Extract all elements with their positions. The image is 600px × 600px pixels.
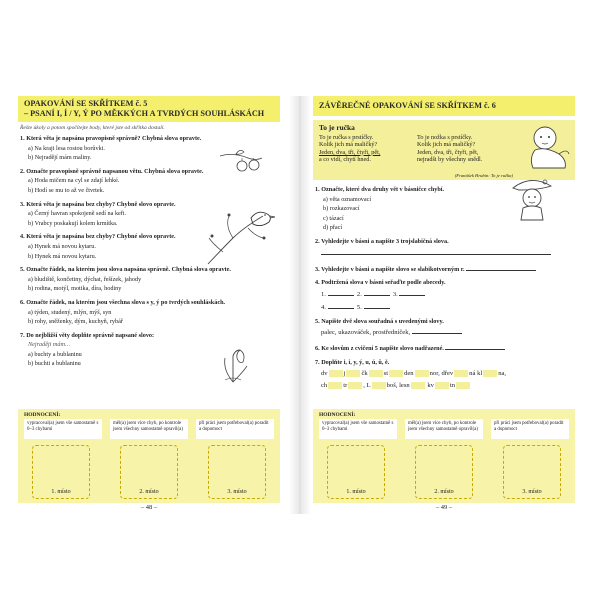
answer-row (321, 327, 575, 337)
word-fragment: kl (477, 369, 483, 377)
question-text: 7. Do nejbližší věty doplňte správně napsané slovo: (20, 331, 155, 339)
poem-box (313, 120, 575, 180)
place-label: 3. místo (522, 489, 542, 495)
option-b[interactable]: b) rozkazovací (323, 205, 360, 213)
word-fragment: nor, (429, 369, 440, 377)
alphabet-order-row (321, 289, 575, 299)
place-label: 2. místo (139, 489, 159, 495)
place-box-3[interactable] (208, 445, 266, 499)
word-fragment: kv (427, 381, 434, 389)
given-words: palec, ukazováček, prostředníček, (321, 329, 411, 337)
word-fragment: st (383, 369, 389, 377)
answer-line[interactable] (328, 302, 354, 309)
left-header (18, 96, 280, 122)
word-fragment: L (366, 381, 371, 389)
evaluation-criterion-1: vypracoval(a) jsem vše samostatně s 0–3 chybami (319, 419, 397, 439)
order-number: 5. (356, 303, 362, 311)
question-text: 4. Která věta je napsána bez chyby? Chybné slovo opravte. (20, 233, 176, 241)
place-box-1[interactable] (32, 445, 90, 499)
option-b[interactable]: b) rodina, motýl, motika, díra, hodiny (28, 285, 122, 293)
left-question-6 (18, 299, 280, 326)
letter-box[interactable] (456, 382, 470, 389)
answer-line[interactable] (445, 343, 505, 350)
right-question-5 (313, 318, 575, 338)
question-text: 3. Která věta je napsána bez chyby? Chybně slovo opravte. (20, 200, 176, 208)
right-question-4 (313, 279, 575, 312)
option-b[interactable]: b) Nejradějí mám maliny. (28, 154, 92, 162)
left-header-line1: OPAKOVÁNÍ SE SKŘÍTKEM č. 5 (24, 99, 148, 108)
letter-box[interactable] (483, 370, 497, 377)
left-evaluation-panel (18, 409, 280, 503)
question-text: 5. Označte řádek, na kterém jsou slova napsána správně. Chybná slova opravte. (20, 266, 231, 274)
letter-box[interactable] (435, 382, 449, 389)
question-text: 2. Vyhledejte v básni a napište 3 trojslabičná slova. (315, 237, 449, 245)
word-fragment: dv (321, 369, 328, 377)
option-c[interactable]: c) tázací (323, 214, 344, 222)
baby-illustration (523, 124, 573, 172)
answer-line[interactable] (321, 248, 575, 258)
answer-line[interactable] (399, 289, 425, 296)
answer-line[interactable] (364, 289, 390, 296)
question-hint: Nejraději mám… (28, 341, 71, 349)
question-text (315, 264, 565, 274)
word-fragment: den (404, 369, 414, 377)
place-label: 3. místo (227, 489, 247, 495)
poem-line: To je ručka s prstíčky. (319, 134, 374, 141)
letter-box[interactable] (411, 382, 425, 389)
option-a[interactable]: a) Černý havran spokojeně sedí na keři. (28, 210, 127, 218)
bird-on-branch-illustration (203, 208, 278, 266)
question-text: 4. Podtržená slova v básni seřaďte podle abecedy. (315, 279, 446, 287)
poem-line: Jeden, dva, tři, čtyři, pět, (417, 148, 479, 156)
left-page (18, 96, 280, 514)
evaluation-criterion-2: měl(a) jsem více chyb, po kontrole jsem všechny samostatně opravil(a) (110, 419, 188, 439)
option-a[interactable]: a) Hoda mičem na cyl se zdají lehké. (28, 177, 120, 185)
option-d[interactable]: d) přací (323, 224, 343, 232)
option-b[interactable]: b) Hodí se mu to až ve čtvrtek. (28, 186, 105, 194)
word-fragment: na, (498, 369, 507, 377)
left-header-line2: – PSANÍ I, Í / Y, Ý PO MĚKKÝCH A TVRDÝCH SOUHLÁSKÁCH (24, 109, 265, 118)
poem-line: Kolik jich má maličký? (319, 141, 378, 149)
poem-line: To je nožka s prstíčky. (417, 134, 473, 141)
option-a[interactable]: a) týden, studený, mlýn, mýš, syn (28, 308, 112, 316)
right-question-3 (313, 264, 575, 274)
word-fragment: dřev (441, 369, 454, 377)
option-a[interactable]: a) bludiště, končetiny, dýchat, řešízek, jahody (28, 275, 142, 283)
evaluation-criterion-3: při práci jsem potřeboval(a) poradit a dopomoct (196, 419, 274, 439)
place-box-2[interactable] (415, 445, 473, 499)
word-fragment: boš, (386, 381, 398, 389)
order-number: 4. (321, 303, 326, 311)
option-a[interactable]: a) Hynek má novou kytaru. (28, 242, 96, 250)
letter-box[interactable] (454, 370, 468, 377)
word-fragment: tn (449, 381, 456, 389)
alphabet-order-row (321, 302, 575, 312)
letter-box[interactable] (328, 382, 342, 389)
letter-box[interactable] (343, 369, 360, 377)
left-page-number: – 48 – (140, 504, 158, 511)
word-fragment: ch (321, 381, 328, 389)
letter-box[interactable] (389, 370, 403, 377)
poem-line: a co vidí, chytí hned. (319, 155, 371, 163)
place-label: 1. místo (51, 489, 71, 495)
letter-box[interactable] (372, 382, 386, 389)
order-number: 1. (321, 290, 326, 298)
place-box-2[interactable] (120, 445, 178, 499)
left-instruction: Řešte úkoly a potom spočítejte body, které jste od skřítka dostali. (20, 125, 165, 131)
option-b[interactable]: b) Vrabcy poskakují kolem krmítka. (28, 219, 118, 227)
poem-title: To je ručka (319, 123, 355, 132)
answer-line[interactable] (364, 302, 390, 309)
question-text: 6. Označte řádek, na kterém jsou všechna slova s y, ý po tvrdých souhláskách. (20, 298, 226, 306)
girl-with-hat-illustration (509, 174, 555, 222)
fill-row-2: ch tr , L boš, lesn kv tn (321, 381, 575, 390)
poem-line-underlined: Jeden, dva, tři, čtyři, pět, (319, 148, 381, 156)
letter-box[interactable] (348, 382, 362, 389)
order-number: 2. (356, 290, 362, 298)
right-header: ZÁVĚREČNÉ OPAKOVÁNÍ SE SKŘÍTKEM č. 6 (313, 96, 575, 116)
question-text: 1. Která věta je napsána pravopisně správně? Chybná slova opravte. (20, 135, 202, 142)
place-label: 1. místo (346, 489, 366, 495)
poem-line: Kolik jich má maličký? (417, 141, 476, 149)
right-question-7 (313, 359, 575, 390)
word-fragment: ná (469, 369, 476, 377)
right-evaluation-panel (313, 409, 575, 503)
question-label: 3. Vyhledejte v básni a napište slovo se slabikotvorným r. (315, 265, 465, 273)
question-text: 2. Označte pravopisně správně napsanou větu. Chybná slova opravte. (20, 167, 204, 175)
right-page (313, 96, 575, 514)
option-a[interactable]: a) buchty a bublaninu (28, 350, 82, 358)
word-fragment: tr (343, 381, 348, 389)
evaluation-criterion-1: vypracoval(a) jsem vše samostatně s 0–3 chybami (24, 419, 102, 439)
letter-box[interactable] (415, 370, 429, 377)
option-a[interactable]: a) věta oznamovací (323, 195, 372, 203)
place-box-1[interactable] (327, 445, 385, 499)
evaluation-title: HODNOCENÍ: (24, 412, 61, 418)
option-a[interactable]: a) Na kraji lesa rostou borůvki. (28, 144, 105, 152)
question-text: 1. Označte, které dva druhy vět v básničce chybí. (315, 186, 445, 193)
apple-branch-illustration (218, 146, 263, 176)
poem-author: (František Hrubín: To je ručka) (454, 173, 513, 178)
poem-column-2 (417, 134, 482, 163)
question-text: 7. Doplňte i, í, y, ý, u, ú, ů, ě. (315, 358, 390, 366)
evaluation-title: HODNOCENÍ: (319, 412, 356, 418)
evaluation-criterion-3: při práci jsem potřeboval(a) poradit a dopomoct (491, 419, 569, 439)
question-label: 6. Ke slovům z cvičení 5 napište slovo nadřazené. (315, 345, 444, 353)
book-spine (289, 96, 311, 514)
right-question-2 (313, 238, 575, 258)
question-text (315, 343, 565, 353)
evaluation-criterion-2: měl(a) jsem více chyb, po kontrole jsem všechny samostatně opravil(a) (405, 419, 483, 439)
word-fragment: lesn (399, 381, 410, 389)
answer-line[interactable] (412, 327, 462, 334)
place-label: 2. místo (434, 489, 454, 495)
question-text: 5. Napište dvě slova souřadná s uvedenými slovy. (315, 317, 444, 325)
place-box-3[interactable] (503, 445, 561, 499)
word-fragment: j (343, 369, 346, 377)
answer-line[interactable] (328, 289, 354, 296)
right-page-number: – 49 – (435, 504, 453, 511)
order-number: 3. (392, 290, 398, 298)
option-b[interactable]: b) rohy, sněženky, dým, kuchyň, rybář (28, 318, 123, 326)
option-b[interactable]: b) Hynek má novou kytaru. (28, 252, 97, 260)
answer-line[interactable] (466, 264, 536, 271)
left-question-5 (18, 266, 280, 293)
snowdrop-illustration (213, 344, 253, 384)
poem-line: nejradši by všechny snědl. (417, 155, 483, 163)
fill-row-1 (321, 369, 575, 378)
right-question-6 (313, 343, 575, 353)
poem-column-1 (319, 134, 380, 163)
letter-box[interactable] (329, 370, 343, 377)
letter-box[interactable] (369, 370, 383, 377)
word-fragment: čk (361, 369, 368, 377)
option-b[interactable]: b) buchti a bublaninu (28, 360, 81, 368)
